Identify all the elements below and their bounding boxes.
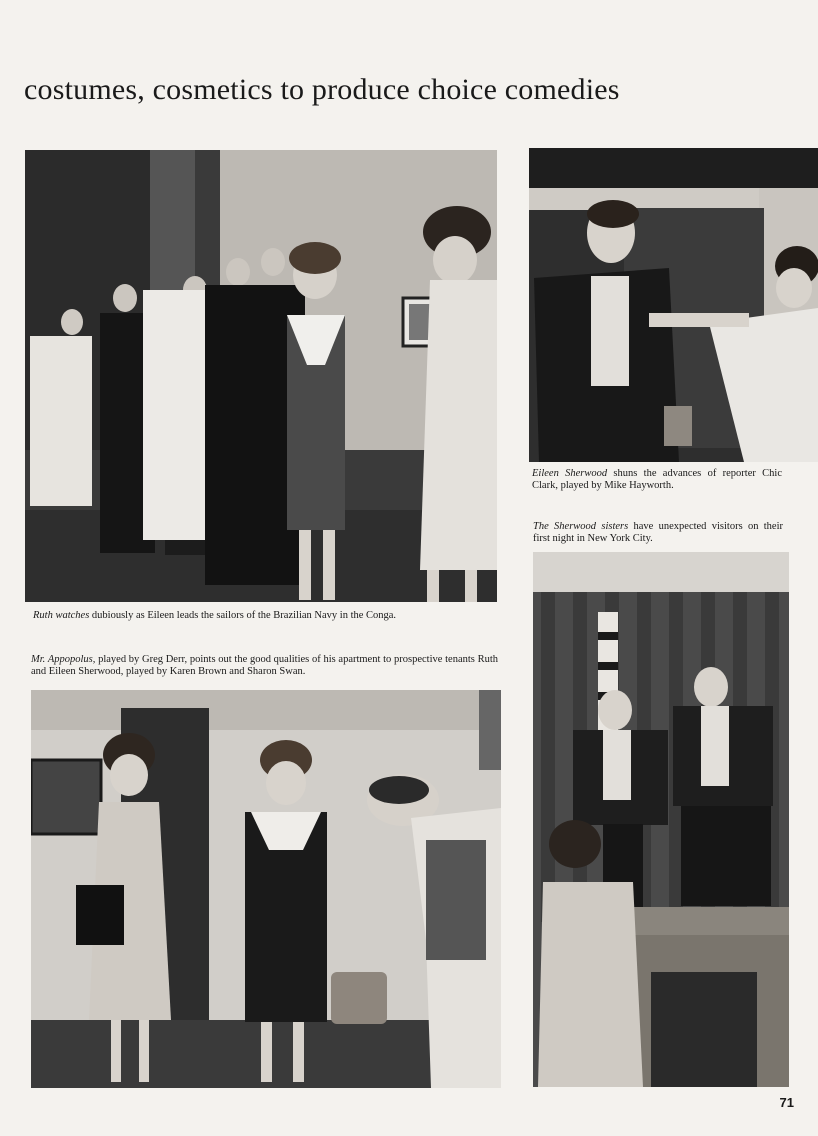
page-number: 71	[779, 1095, 794, 1110]
caption-visitors-text: have unexpected visitors on their first night in New York City.	[533, 521, 784, 544]
caption-reporter-text: shuns the advances of reporter Chic Clark, played by Mike Hayworth.	[532, 468, 782, 491]
reporter-photo-image	[529, 148, 818, 462]
caption-reporter	[532, 468, 782, 491]
photo-conga-line	[25, 150, 497, 602]
caption-appopolus	[31, 654, 498, 677]
caption-conga-text: dubiously as Eileen leads the sailors of the Brazilian Navy in the Conga.	[89, 610, 397, 621]
photo-apartment-tour	[31, 690, 501, 1088]
caption-appopolus-lead: Mr. Appopolus,	[31, 654, 96, 665]
visitors-photo-image	[533, 552, 789, 1087]
caption-reporter-lead: Eileen Sherwood	[532, 468, 608, 479]
caption-conga-lead: Ruth watches	[33, 610, 90, 621]
conga-line-photo-image	[25, 150, 497, 602]
caption-appopolus-text: played by Greg Derr, points out the good qualities of his apartment to prospective tenants Ruth and Eileen Sherwood, played by Karen Brown and Sharon Swan.	[31, 654, 498, 677]
photo-reporter	[529, 148, 818, 462]
apartment-tour-photo-image	[31, 690, 501, 1088]
photo-visitors	[533, 552, 789, 1087]
caption-visitors-lead: The Sherwood sisters	[533, 521, 629, 532]
caption-visitors	[533, 521, 783, 544]
page-headline: costumes, cosmetics to produce choice comedies	[24, 73, 620, 106]
caption-conga-line	[33, 610, 498, 622]
